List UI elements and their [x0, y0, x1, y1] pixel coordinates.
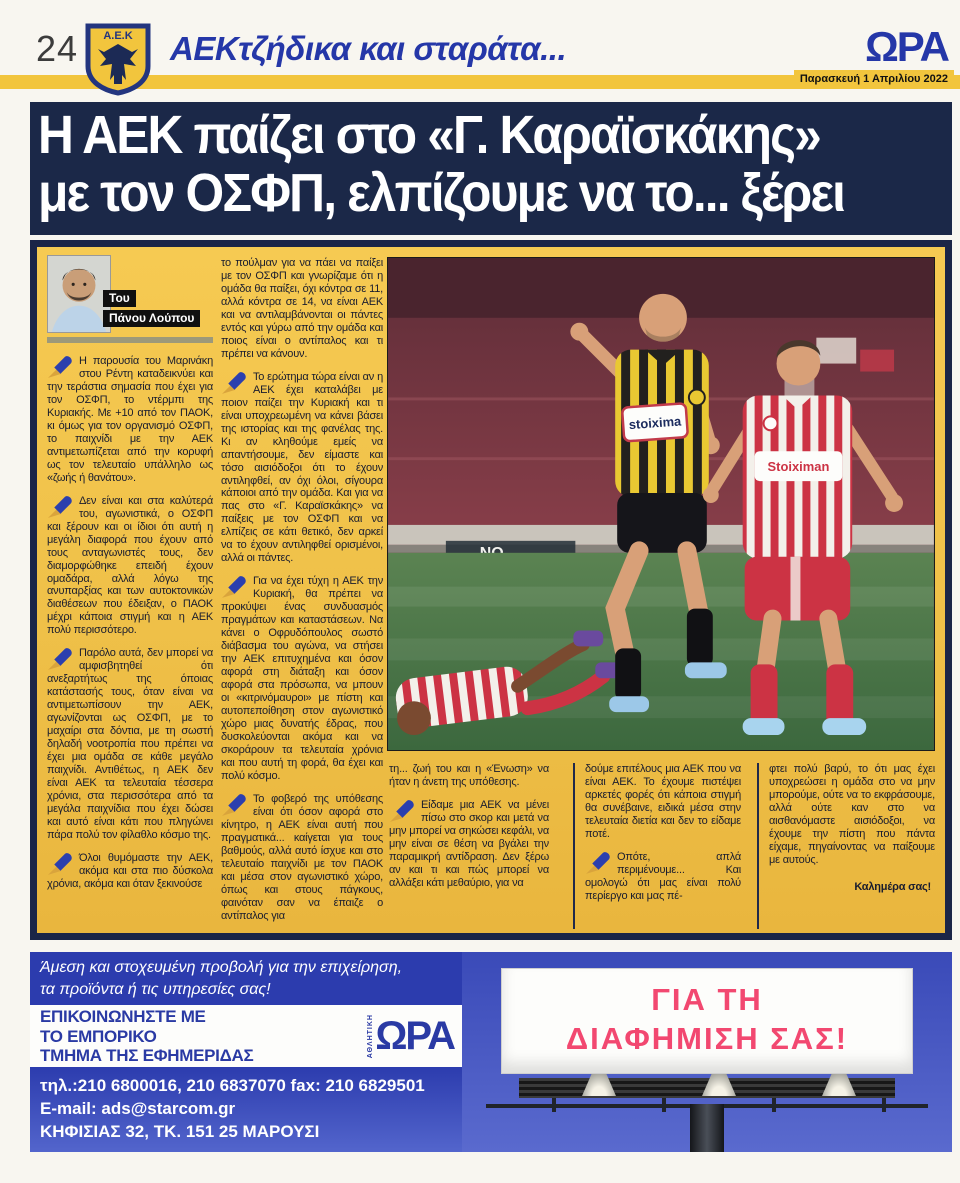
- article-paragraph: Όλοι θυμόμαστε την ΑΕΚ, ακόμα και στα πιο δύσκολα χρόνια, ακόμα και όταν ξεκινούσε: [47, 851, 213, 890]
- article-paragraph: φτει πολύ βαρύ, το ότι μας έχει υποχρεώσει η ομάδα στο να μην μπορούμε, ούτε να το εκφράσουμε, αλλά ούτε καν στο να αισθανόμαστε αισιόδοξοι, να έχουμε την πίστη που πάντα είχαμε, πηγαίνοντας να παίξουμε με αυτούς.: [769, 763, 935, 866]
- page-number: 24: [36, 28, 79, 69]
- pen-icon: [585, 852, 612, 875]
- headline-line-1: Η ΑΕΚ παίζει στο «Γ. Καραϊσκάκης»: [38, 105, 820, 165]
- ad-heading-line-1: ΕΠΙΚΟΙΝΩΝΗΣΤΕ ΜΕ: [40, 1007, 206, 1027]
- aek-crest-icon: [84, 22, 152, 96]
- article-paragraph: Για να έχει τύχη η ΑΕΚ την Κυριακή, θα πρέπει να προκύψει ένας συνδυασμός πραγμάτων και καταστάσεων. Να κάνει ο Οφρυδόπουλος σωστό διάβασμα του αγώνα, να στήσει την ΑΕΚ επιτυχημένα και όσον αφορά στη διάταξη και όσον αφορά στα πρόσωπα, να μπουν οι «κιτρινόμαυροι» με πίστη και αυτοπεποίθηση στον αγωνιστικό χώρο μιας δυνατής έδρας, που δυσκολεύονται ακόμα και να σκοράρουν τα τελευταία χρόνια και που αυτή τη φορά, θα έχει και πολύ κόσμο.: [221, 575, 383, 782]
- byline: [45, 253, 217, 349]
- ad-tagline-line-2: τα προϊόντα ή τις υπηρεσίες σας!: [40, 980, 271, 998]
- pen-icon: [221, 576, 248, 599]
- ad-tagline-line-1: Άμεση και στοχευμένη προβολή για την επιχείρηση,: [40, 959, 403, 976]
- pen-icon: [47, 648, 74, 671]
- ora-logo-text: ΩΡΑ: [375, 1014, 454, 1059]
- billboard: [501, 968, 913, 1074]
- pen-icon: [221, 372, 248, 395]
- pen-icon: [47, 356, 74, 379]
- billboard-rail-tick: [882, 1098, 886, 1112]
- section-tagline: ΑΕΚτζήδικα και σταράτα...: [170, 30, 567, 67]
- ad-phone: τηλ.:210 6800016, 210 6837070 fax: 210 6829501: [40, 1076, 425, 1096]
- brand-logo: ΩΡΑ: [865, 23, 948, 70]
- article-paragraph: Το φοβερό της υπόθεσης είναι ότι όσον αφορά στο κίνητρο, η ΑΕΚ είναι αυτή που πραγματικά... καίγεται για τους βαθμούς, αλλά αυτό ίσχυε και στο τελευταίο παιχνίδι με τον ΠΑΟΚ και μέσα στον αγωνιστικό χώρο, όπως και στους πάγκους, φαινόταν σαν να έπαιζε ο αντίπαλος για: [221, 792, 383, 922]
- article-paragraph: Παρόλο αυτά, δεν μπορεί να αμφισβητηθεί ότι ανεξαρτήτως της όποιας κατάστασής τους, όταν είναι να αντιμετωπίσουν την ΑΕΚ, αγωνίζονται ως ΟΣΦΠ, με το μαχαίρι στα δόντια, με τη σωστή δηλαδή νοοτροπία που πρέπει να έχει μια ομάδα σε κάθε μεγάλο παιχνίδι. Αντιθέτως, η ΑΕΚ δεν είναι ΑΕΚ τα τελευταία τέσσερα χρόνια, στα περισσότερα από τα μεγάλα παιχνίδια που έχει δώσει και αυτό είναι κάτι που πληγώνει πάρα πολύ τον φίλαθλο κόσμο της.: [47, 647, 213, 841]
- ad-contact-info: [30, 1067, 462, 1152]
- article-column-4: [573, 763, 741, 929]
- article-column-5: [757, 763, 935, 929]
- article-paragraph: τη... ζωή του και η «Ένωση» να ήταν η άνετη της υπόθεσης.: [389, 763, 549, 788]
- article-paragraph: το πούλμαν για να πάει να παίξει με τον ΟΣΦΠ και γνωρίζαμε ότι η ομάδα θα παίξει, όχι κόντρα σε 11, αλλά κόντρα σε 14, να είναι ΑΕΚ και να αντιλαμβάνονται οι πάντες εντός και γύρω από την ομάδα και ποιος είναι ο αντίπαλος και τι πρέπει να κάνουν.: [221, 257, 383, 360]
- ora-logo: [367, 1014, 454, 1058]
- byline-divider: [47, 337, 213, 343]
- article-paragraph: δούμε επιτέλους μια ΑΕΚ που να είναι ΑΕΚ. Το έχουμε πιστέψει αρκετές φορές ότι κάποια στιγμή θα συνέβαινε, ειδικά μέσα στην τελευταία διετία και δεν το είδαμε ποτέ.: [585, 763, 741, 840]
- billboard-pole: [690, 1104, 724, 1152]
- pen-icon: [221, 794, 248, 817]
- article-column-2: [221, 257, 383, 925]
- pen-icon: [47, 496, 74, 519]
- byline-author: Πάνου Λούπου: [103, 310, 200, 327]
- ad-email[interactable]: E-mail: ads@starcom.gr: [40, 1099, 236, 1119]
- article-paragraph: Οπότε, απλά περιμένουμε... Και ομολογώ ότι μας είναι πολύ περίεργο και μας πέ-: [585, 850, 741, 902]
- issue-date: Παρασκευή 1 Απριλίου 2022: [794, 70, 954, 88]
- ad-tagline: [30, 952, 462, 1005]
- article-frame: [30, 240, 952, 940]
- page-header: [0, 20, 960, 100]
- author-photo: [47, 255, 111, 333]
- article-column-1: [47, 355, 213, 923]
- ad-address: ΚΗΦΙΣΙΑΣ 32, ΤΚ. 151 25 ΜΑΡΟΥΣΙ: [40, 1122, 320, 1142]
- ad-section: [30, 952, 952, 1152]
- billboard-rail-tick: [772, 1098, 776, 1112]
- article-column-3: [389, 763, 557, 929]
- ad-contact-heading: [40, 1007, 253, 1065]
- article-signoff: Καλημέρα σας!: [854, 880, 931, 893]
- svg-text:Α.Ε.Κ: Α.Ε.Κ: [103, 30, 133, 42]
- svg-text:Stoiximan: Stoiximan: [767, 459, 830, 475]
- ora-logo-vertical-text: ΑΘΛΗΤΙΚΗ: [367, 1014, 375, 1059]
- article-paragraph: Είδαμε μια ΑΕΚ να μένει πίσω στο σκορ και μετά να μην μπορεί να σηκώσει κεφάλι, να μην είναι σε θέση να βγάλει την παραμικρή αντίδραση. Δεν ξέρω αν και τι και πώς μπορεί να αλλάξει κάτι μεθαύριο, για να: [389, 798, 549, 889]
- billboard-rail-tick: [662, 1098, 666, 1112]
- pen-icon: [389, 800, 416, 823]
- headline-line-2: με τον ΟΣΦΠ, ελπίζουμε να το... ξέρει: [38, 163, 845, 224]
- pen-icon: [47, 853, 74, 876]
- billboard-rail-tick: [552, 1098, 556, 1112]
- ad-heading-line-3: ΤΜΗΜΑ ΤΗΣ ΕΦΗΜΕΡΙΔΑΣ: [40, 1045, 254, 1065]
- main-headline: [30, 102, 952, 235]
- article-body: [37, 247, 945, 933]
- ad-contact-heading-row: [30, 1005, 462, 1067]
- ad-heading-line-2: ΤΟ ΕΜΠΟΡΙΚΟ: [40, 1026, 157, 1046]
- ad-billboard-panel: [462, 952, 952, 1152]
- billboard-line-1: ΓΙΑ ΤΗ: [651, 982, 763, 1017]
- article-paragraph: Η παρουσία του Μαρινάκη στου Ρέντη καταδεικνύει και την τεράστια σημασία που έχει για τον ΟΣΦΠ, το ντέρμπι της Κυριακής. Με +10 από τον ΠΑΟΚ, κι όμως για τον οργανισμό ΟΣΦΠ, το παιχνίδι με την ΑΕΚ αντιμετωπίζεται από την κορυφή ως τον τελευταίο υπάλληλο ως «ζωής ή θανάτου».: [47, 355, 213, 484]
- byline-prefix: Του: [103, 290, 136, 307]
- article-paragraph: Δεν είναι και στα καλύτερά του, αγωνιστικά, ο ΟΣΦΠ και ξέρουν και οι ίδιοι ότι αυτή η μεγάλη διαφορά που έχουν από τους ανταγωνιστές τους, δεν διαμορφώθηκε επειδή έχουν ομαδάρα, αλλά λόγω της ανυπαρξίας και των αυτοκτονικών διαθέσεων που έδειξαν, ο ΠΑΟΚ μέχρι κάποια στιγμή και η ΑΕΚ πολύ περισσότερο.: [47, 494, 213, 637]
- match-photo: [387, 257, 935, 751]
- ad-left-panel: [30, 952, 462, 1152]
- svg-text:stoixima: stoixima: [628, 413, 682, 433]
- article-paragraph: Το ερώτημα τώρα είναι αν η ΑΕΚ έχει καταλάβει με ποιον παίζει την Κυριακή και τι είναι υποχρεωμένη να κάνει βάσει της ιστορίας και της φανέλας της. Κι αν κληθούμε εμείς να απαντήσουμε, δεν είμαστε και τόσο αισιόδοξοι ότι το έχουν αντιληφθεί, αν όχι όλοι, σίγουρα κάποιοι από την ομάδα. Και για να πας στο «Γ. Καραϊσκάκης» να παίξεις με τον ΟΣΦΠ και να ελπίζεις σε κάτι θετικό, δεν αρκεί να το έχουν αντιληφθεί ορισμένοι, αλλά οι πάντες.: [221, 370, 383, 565]
- billboard-line-2: ΔΙΑΦΗΜΙΣΗ ΣΑΣ!: [565, 1020, 849, 1056]
